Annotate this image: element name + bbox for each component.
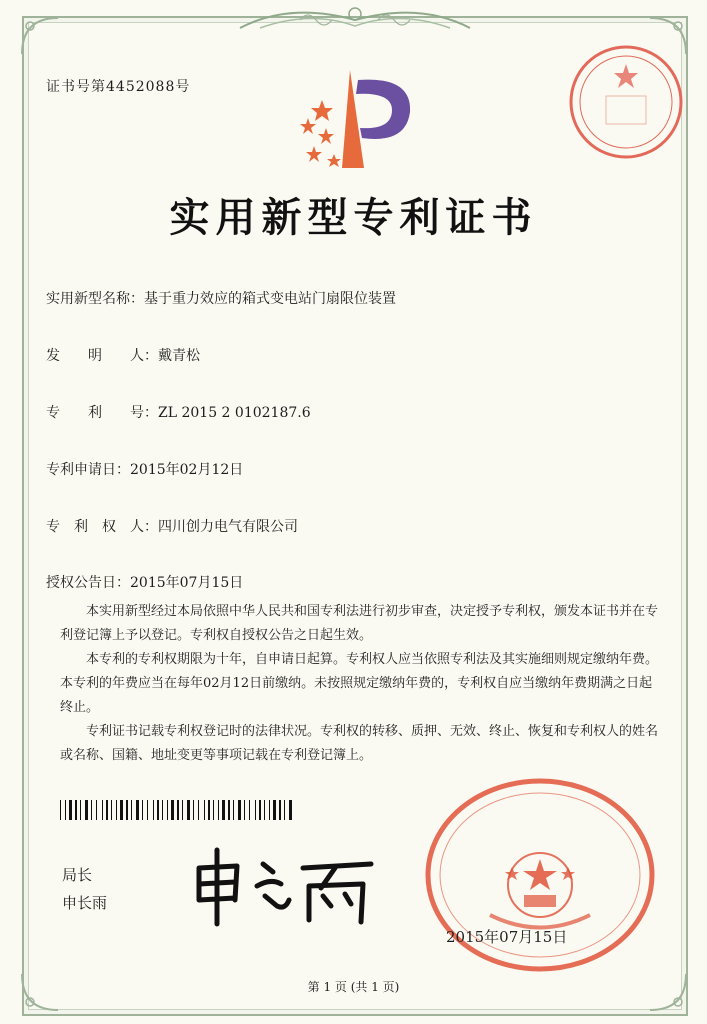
field-value: 2015年02月12日 [130, 462, 244, 478]
patent-number-field [46, 402, 311, 422]
utility-model-name-field [46, 288, 396, 308]
certificate-number: 证书号第4452088号 [46, 79, 191, 95]
page-footer: 第 1 页 (共 1 页) [307, 980, 400, 994]
body-paragraph: 专利证书记载专利权登记时的法律状况。专利权的转移、质押、无效、终止、恢复和专利权人的姓名或名称、国籍、地址变更等事项记载在专利登记簿上。 [60, 724, 659, 763]
field-value: 基于重力效应的箱式变电站门扇限位装置 [144, 291, 396, 307]
certificate-title: 实用新型专利证书 [169, 194, 538, 241]
field-value: ZL 2015 2 0102187.6 [158, 405, 311, 421]
field-label: 实用新型名称： [46, 291, 144, 307]
body-paragraph: 本专利的专利权期限为十年，自申请日起算。专利权人应当依照专利法及其实施细则规定缴纳年费。本专利的年费应当在每年02月12日前缴纳。未按照规定缴纳年费的，专利权自应当缴纳年费期满之日起终止。 [60, 652, 659, 715]
corner-ornament-icon [20, 16, 60, 56]
field-value: 戴青松 [158, 348, 200, 364]
patent-office-logo-icon [292, 70, 422, 170]
field-label: 专 利 权 人： [46, 519, 158, 535]
field-value: 四川创力电气有限公司 [158, 519, 298, 535]
director-title: 局长 [62, 866, 93, 884]
field-label: 授权公告日： [46, 575, 130, 591]
body-paragraph: 本实用新型经过本局依照中华人民共和国专利法进行初步审查，决定授予专利权，颁发本证书并在专利登记簿上予以登记。专利权自授权公告之日起生效。 [60, 604, 659, 643]
field-label: 发 明 人： [46, 348, 158, 364]
director-name: 申长雨 [62, 894, 108, 912]
patentee-field [46, 516, 298, 536]
field-value: 2015年07月15日 [130, 575, 244, 591]
application-date-field [46, 459, 243, 479]
issue-date: 2015年07月15日 [446, 928, 568, 946]
top-ornament-icon [230, 0, 480, 34]
field-label: 专 利 号： [46, 405, 158, 421]
grant-announcement-date-field [46, 572, 243, 592]
director-signature [185, 838, 385, 928]
certificate-body-text [60, 600, 660, 768]
field-label: 专利申请日： [46, 462, 130, 478]
barcode-icon [60, 800, 295, 820]
tax-stamp-icon [566, 42, 686, 162]
inventor-field [46, 345, 200, 365]
